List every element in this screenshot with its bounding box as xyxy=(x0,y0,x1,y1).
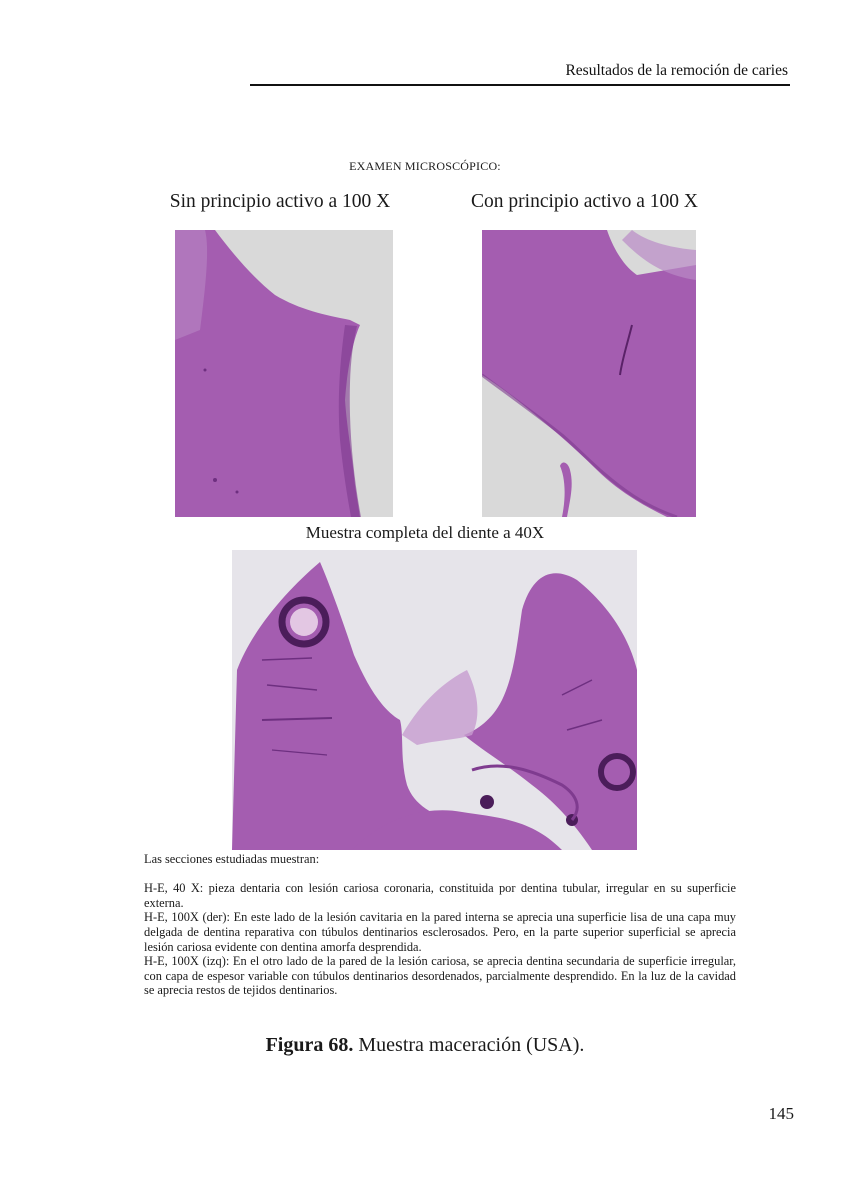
left-image-caption: Sin principio activo a 100 X xyxy=(169,191,391,212)
micrograph-right xyxy=(482,230,696,517)
section-label: EXAMEN MICROSCÓPICO: xyxy=(349,159,501,173)
paragraph-100x-der: H-E, 100X (der): En este lado de la lesión cavitaria en la pared interna se aprecia una superficie lisa de una capa muy delgada de dentina reparativa con túbulos dentinarios esclerosados. Pero, en la parte superior superficial se aprecia lesión cariosa evidente con dentina amorfa desprendida. xyxy=(144,910,736,954)
micrograph-full-tooth xyxy=(232,550,637,850)
body-intro: Las secciones estudiadas muestran: xyxy=(144,852,320,866)
paragraph-40x: H-E, 40 X: pieza dentaria con lesión cariosa coronaria, constituida por dentina tubular, irregular en su superficie externa. xyxy=(144,881,736,910)
paragraph-100x-izq: H-E, 100X (izq): En el otro lado de la pared de la lesión cariosa, se aprecia dentina secundaria de superficie irregular, con capa de espesor variable con túbulos dentinarios desordenados, parcialmente desprendido. En la luz de la cavidad se aprecia restos de tejidos dentinarios. xyxy=(144,954,736,998)
body-text xyxy=(144,852,736,998)
figure-label: Figura 68. xyxy=(265,1034,354,1056)
running-head: Resultados de la remoción de caries xyxy=(565,62,788,79)
micrograph-left xyxy=(175,230,393,517)
right-image-caption: Con principio activo a 100 X xyxy=(471,191,698,212)
figure-caption-text: Muestra maceración (USA). xyxy=(353,1034,585,1056)
figure-caption xyxy=(0,1034,850,1057)
page-number: 145 xyxy=(768,1104,794,1123)
header-rule xyxy=(250,84,790,86)
full-sample-caption: Muestra completa del diente a 40X xyxy=(305,523,545,542)
